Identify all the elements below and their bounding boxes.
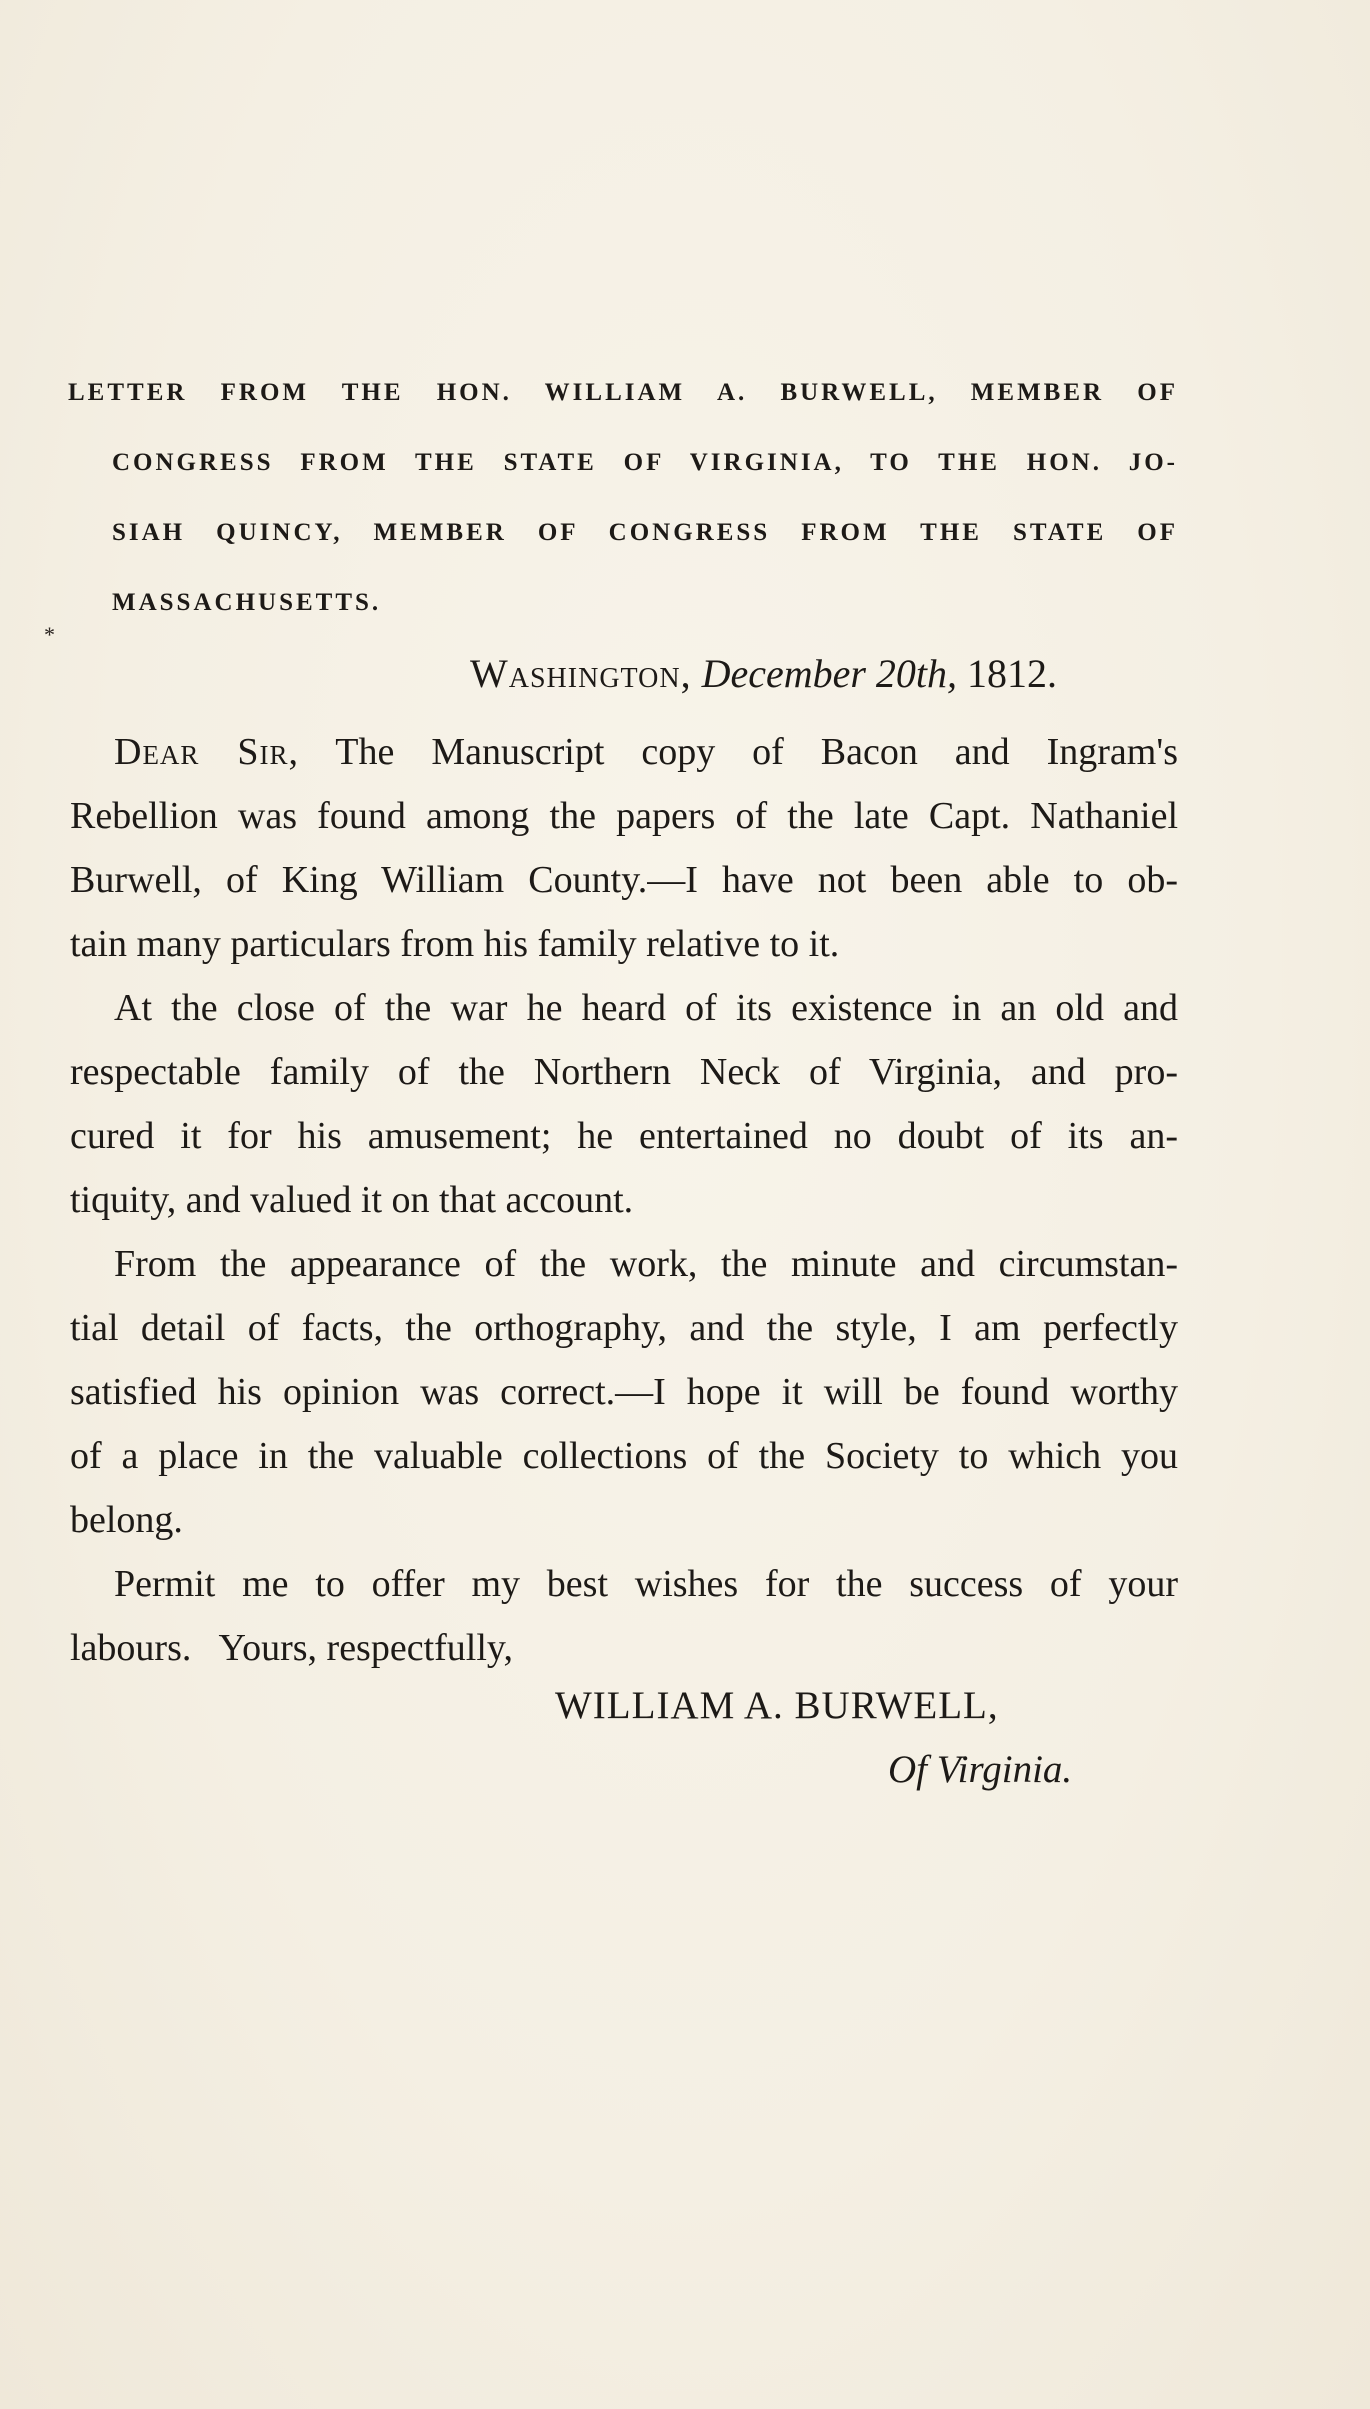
paragraph-4-line-2: labours. Yours, respectfully, <box>70 1627 513 1669</box>
letter-heading <box>68 358 1178 638</box>
signature-origin: Of Virginia. <box>888 1748 1073 1791</box>
paragraph-3-line-3: satisfied his opinion was correct.—I hope it will be found worthy <box>70 1371 1178 1413</box>
dateline-date: December 20th, <box>701 651 958 696</box>
paragraph-1-line-4: tain many particulars from his family relative to it. <box>70 923 840 965</box>
paragraph-2-line-3: cured it for his amusement; he entertained no doubt of its an- <box>70 1115 1178 1157</box>
dateline-year: 1812. <box>967 651 1058 696</box>
margin-mark: * <box>44 622 55 647</box>
heading-line-3: SIAH QUINCY, MEMBER OF CONGRESS FROM THE STATE OF <box>112 519 1178 546</box>
paragraph-2-line-2: respectable family of the Northern Neck of Virginia, and pro- <box>70 1051 1178 1093</box>
heading-line-1: LETTER FROM THE HON. WILLIAM A. BURWELL, MEMBER OF <box>68 379 1178 406</box>
paragraph-1-line-3: Burwell, of King William County.—I have not been able to ob- <box>70 859 1178 901</box>
paragraph-3-line-5: belong. <box>70 1499 183 1541</box>
letter-body <box>70 720 1178 1680</box>
paragraph-2-line-1: At the close of the war he heard of its existence in an old and <box>114 987 1178 1029</box>
salutation: Dear Sir, <box>114 731 300 773</box>
dateline <box>470 650 1057 697</box>
paragraph-3-line-1: From the appearance of the work, the minute and circumstan- <box>114 1243 1178 1285</box>
heading-line-4: MASSACHUSETTS. <box>112 589 382 616</box>
heading-line-2: CONGRESS FROM THE STATE OF VIRGINIA, TO THE HON. JO- <box>112 449 1178 476</box>
paragraph-1-line-1 <box>70 720 1178 784</box>
paragraph-3-line-4: of a place in the valuable collections of the Society to which you <box>70 1435 1178 1477</box>
paragraph-1-line-2: Rebellion was found among the papers of the late Capt. Nathaniel <box>70 795 1178 837</box>
paragraph-4-line-1: Permit me to offer my best wishes for the success of your <box>114 1563 1178 1605</box>
paragraph-3-line-2: tial detail of facts, the orthography, and the style, I am perfectly <box>70 1307 1178 1349</box>
dateline-place: Washington, <box>470 651 692 696</box>
paragraph-1-line-1-text: The Manuscript copy of Bacon and Ingram's <box>335 731 1178 773</box>
signature-name: WILLIAM A. BURWELL, <box>555 1684 999 1727</box>
paragraph-2-line-4: tiquity, and valued it on that account. <box>70 1179 634 1221</box>
